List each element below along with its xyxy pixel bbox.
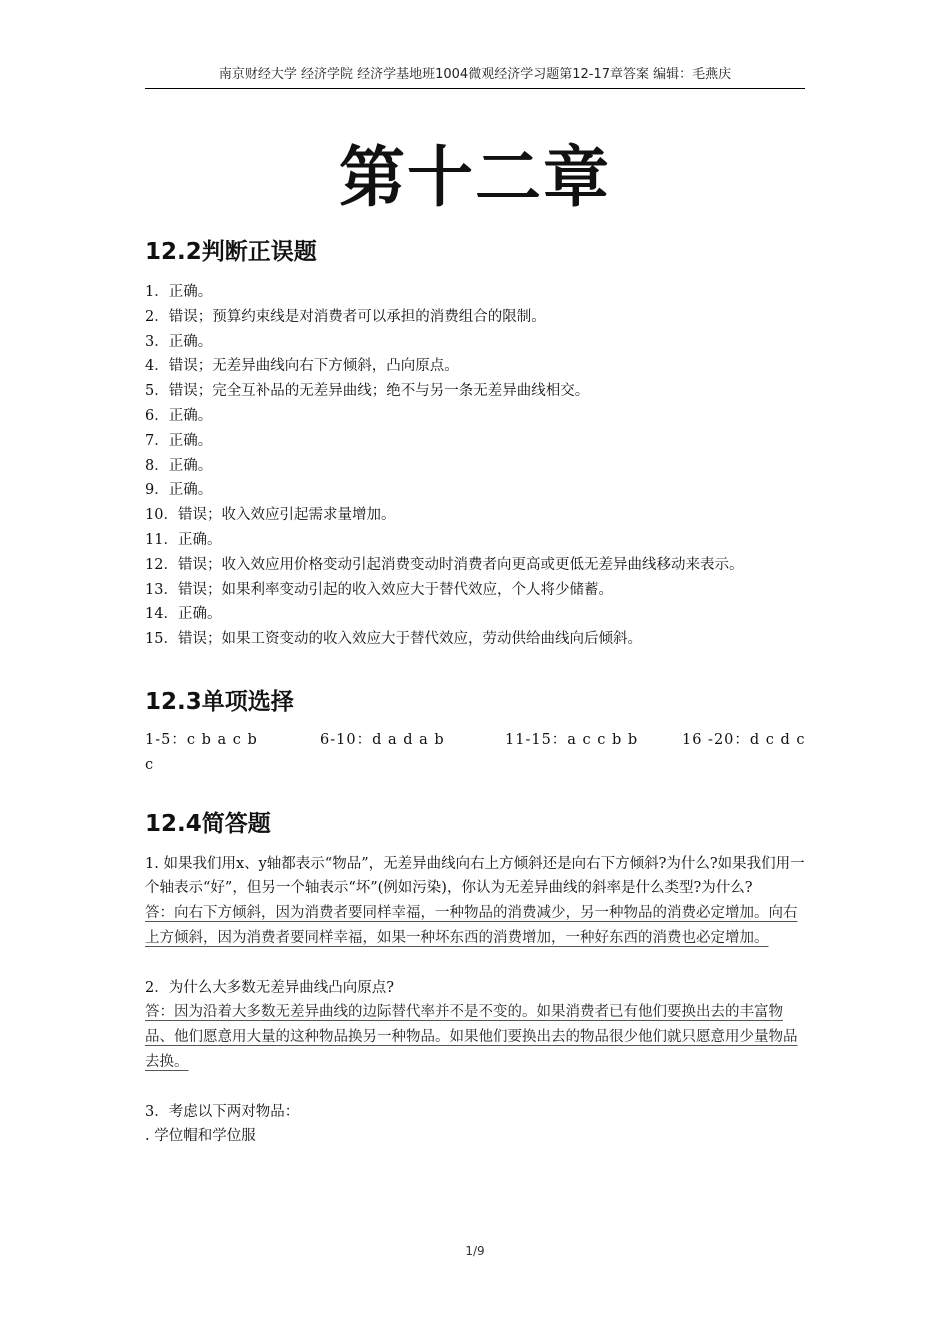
tf-item: 12．错误；收入效应用价格变动引起消费变动时消费者向更高或更低无差异曲线移动来表示。 (145, 556, 744, 573)
section-heading-12-4: 12.4简答题 (145, 810, 271, 837)
tf-item: 10．错误；收入效应引起需求量增加。 (145, 507, 396, 524)
answer-group: 11-15：a c c b b (505, 731, 639, 748)
tf-item: 13．错误；如果利率变动引起的收入效应大于替代效应，个人将少储蓄。 (145, 581, 613, 598)
question-3: 3．考虑以下两对物品： (145, 1103, 300, 1120)
tf-item: 11．正确。 (145, 531, 222, 548)
tf-item: 3．正确。 (145, 333, 213, 350)
section-heading-12-3: 12.3单项选择 (145, 688, 294, 715)
answer-group-tail: c (145, 756, 154, 773)
question-1: 1. 如果我们用x、y轴都表示“物品”，无差异曲线向右上方倾斜还是向右下方倾斜?为什么?如果我们用一个轴表示“好”，但另一个轴表示“坏”(例如污染)，你认为无差异曲线的斜率是什么类型?为什么? (145, 855, 805, 897)
tf-item: 1．正确。 (145, 284, 213, 300)
page-content (145, 232, 807, 1149)
tf-item: 4．错误；无差异曲线向右下方倾斜，凸向原点。 (145, 358, 459, 375)
tf-item: 6．正确。 (145, 407, 213, 424)
answer-group: 1-5：c b a c b (145, 731, 258, 748)
answer-group: 16 -20：d c d c (682, 731, 806, 748)
question-2: 2．为什么大多数无差异曲线凸向原点? (145, 979, 394, 996)
tf-item: 9．正确。 (145, 482, 213, 499)
tf-item: 7．正确。 (145, 432, 213, 449)
answer-key-row (145, 728, 807, 753)
answer-group: 6-10：d a d a b (320, 731, 445, 748)
tf-item: 5．错误；完全互补品的无差异曲线；绝不与另一条无差异曲线相交。 (145, 383, 590, 400)
page-number: 1/9 (465, 1244, 485, 1258)
chapter-title: 第十二章 (339, 138, 611, 216)
answer-2: 答：因为沿着大多数无差异曲线的边际替代率并不是不变的。如果消费者已有他们要换出去的丰富物品、他们愿意用大量的这种物品换另一种物品。如果他们要换出去的物品很少他们就只愿意用少量物品去换。 (145, 1004, 798, 1070)
tf-item: 8．正确。 (145, 457, 213, 474)
section-heading-12-2: 12.2判断正误题 (145, 239, 317, 265)
running-header: 南京财经大学 经济学院 经济学基地班1004微观经济学习题第12-17章答案 编辑：毛燕庆 (145, 64, 805, 89)
tf-item: 2．错误；预算约束线是对消费者可以承担的消费组合的限制。 (145, 308, 546, 325)
tf-item: 15．错误；如果工资变动的收入效应大于替代效应，劳动供给曲线向后倾斜。 (145, 631, 642, 648)
question-3-item: . 学位帽和学位服 (145, 1128, 256, 1145)
answer-1: 答：向右下方倾斜，因为消费者要同样幸福，一种物品的消费减少，另一种物品的消费必定增加。向右上方倾斜，因为消费者要同样幸福，如果一种坏东西的消费增加，一种好东西的消费也必定增加。 (145, 905, 798, 946)
tf-item: 14．正确。 (145, 606, 222, 623)
